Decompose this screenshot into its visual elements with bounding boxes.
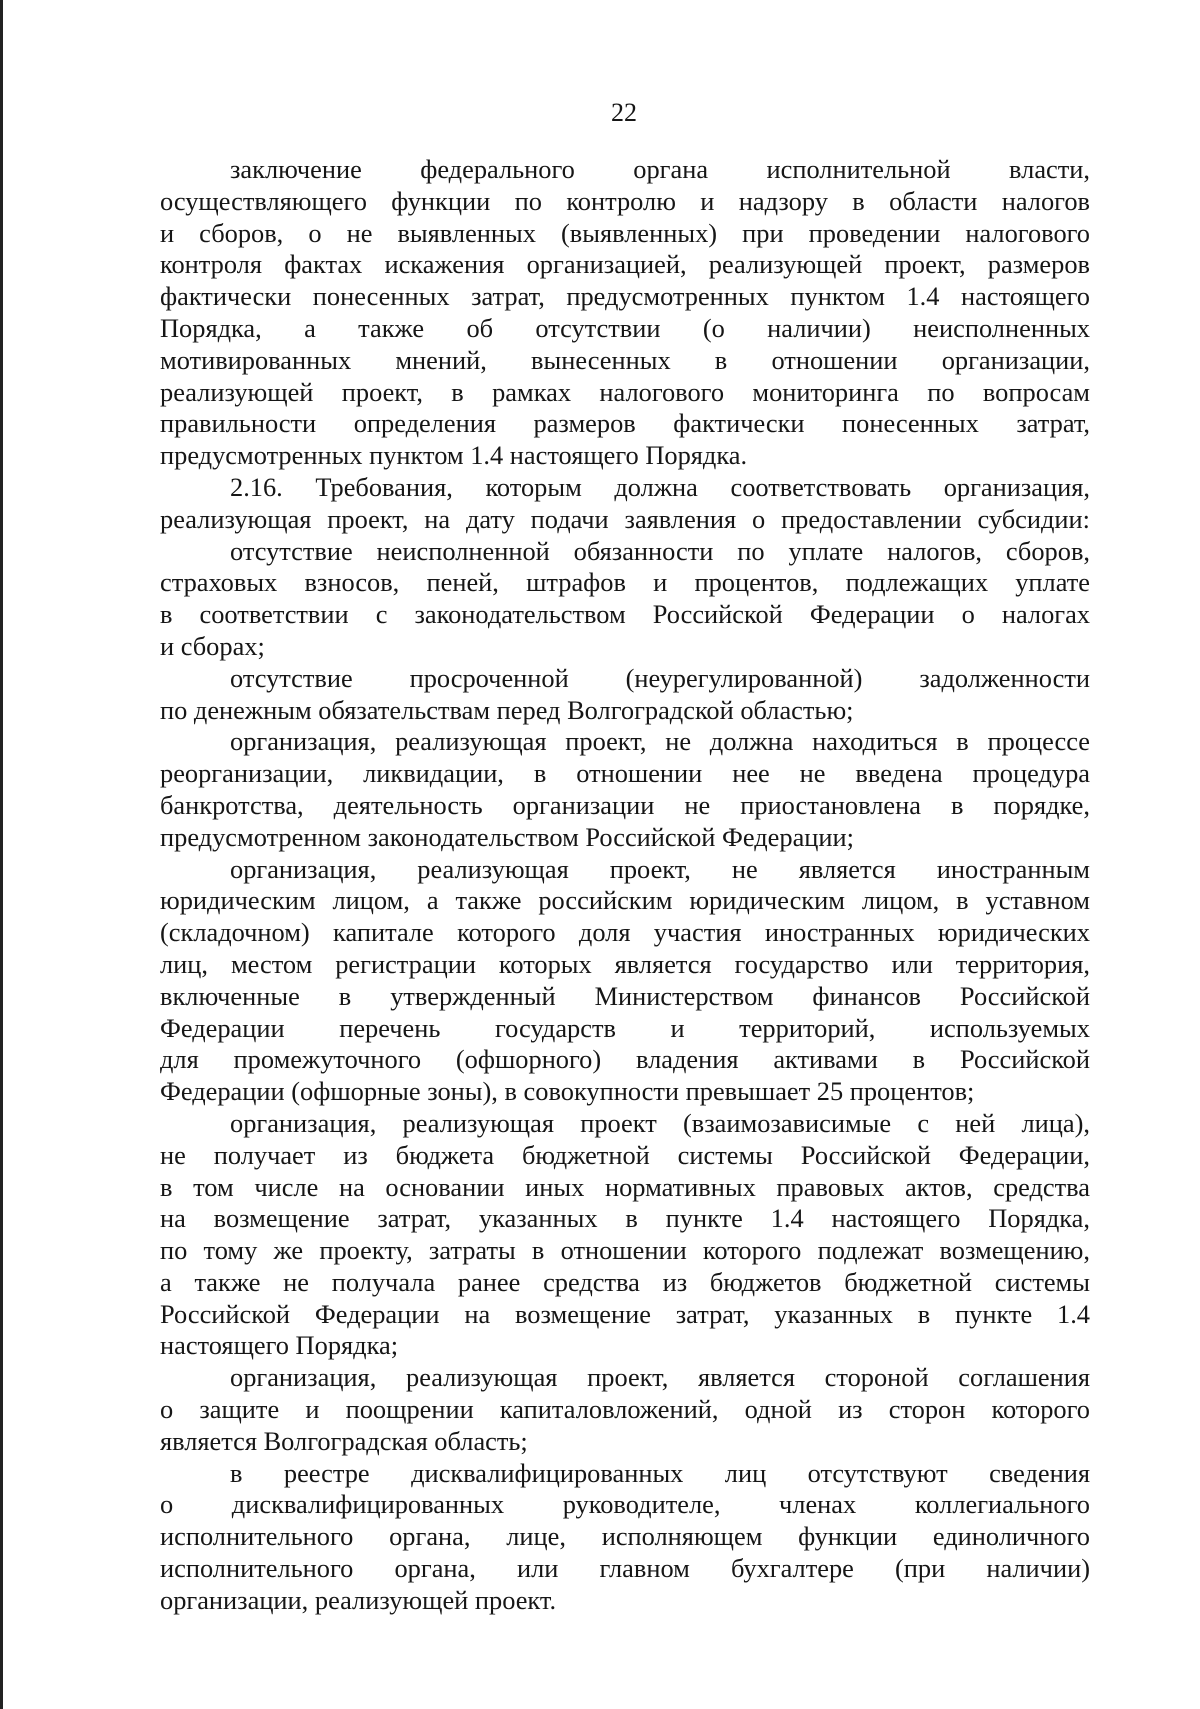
text-line: мотивированных мнений, вынесенных в отношении организации, — [160, 344, 1090, 375]
text-line: Российской Федерации на возмещение затрат, указанных в пункте 1.4 — [160, 1298, 1090, 1329]
text-line: реализующей проект, в рамках налогового мониторинга по вопросам — [160, 376, 1090, 407]
text-line: настоящего Порядка; — [160, 1330, 399, 1361]
text-line: о дисквалифицированных руководителе, членах коллегиального — [160, 1489, 1090, 1520]
text-line: организация, реализующая проект (взаимозависимые с ней лица), — [230, 1107, 1090, 1138]
text-line: организация, реализующая проект, не является иностранным — [230, 853, 1090, 884]
text-line: и сборах; — [160, 630, 265, 661]
text-line: организация, реализующая проект, является стороной соглашения — [230, 1362, 1090, 1393]
text-line: в соответствии с законодательством Российской Федерации о налогах — [160, 599, 1090, 630]
text-line: реализующая проект, на дату подачи заявления о предоставлении субсидии: — [160, 503, 1090, 534]
text-line: исполнительного органа, или главном бухгалтере (при наличии) — [160, 1553, 1090, 1584]
text-line: включенные в утвержденный Министерством финансов Российской — [160, 980, 1090, 1011]
text-line: лиц, местом регистрации которых является государство или территория, — [160, 948, 1090, 979]
text-line: о защите и поощрении капиталовложений, одной из сторон которого — [160, 1394, 1090, 1425]
text-line: Федерации перечень государств и территорий, используемых — [160, 1012, 1090, 1043]
text-line: юридическим лицом, а также российским юридическим лицом, в уставном — [160, 885, 1090, 916]
text-line: в реестре дисквалифицированных лиц отсутствуют сведения — [230, 1457, 1090, 1488]
scan-edge — [0, 0, 3, 1709]
text-line: организации, реализующей проект. — [160, 1584, 557, 1615]
text-line: предусмотренном законодательством Российской Федерации; — [160, 821, 854, 852]
text-line: страховых взносов, пеней, штрафов и процентов, подлежащих уплате — [160, 567, 1090, 598]
text-line: предусмотренных пунктом 1.4 настоящего Порядка. — [160, 440, 748, 471]
text-line: отсутствие неисполненной обязанности по уплате налогов, сборов, — [230, 535, 1090, 566]
text-line: для промежуточного (офшорного) владения активами в Российской — [160, 1044, 1090, 1075]
text-line: не получает из бюджета бюджетной системы Российской Федерации, — [160, 1139, 1090, 1170]
text-line: на возмещение затрат, указанных в пункте 1.4 настоящего Порядка, — [160, 1203, 1090, 1234]
text-line: организация, реализующая проект, не должна находиться в процессе — [230, 726, 1090, 757]
text-line: и сборов, о не выявленных (выявленных) при проведении налогового — [160, 217, 1090, 248]
text-line: заключение федерального органа исполнительной власти, — [230, 154, 1090, 184]
text-line: Порядка, а также об отсутствии (о наличии) неисполненных — [160, 312, 1090, 343]
text-line: фактически понесенных затрат, предусмотренных пунктом 1.4 настоящего — [160, 281, 1090, 312]
text-line: (складочном) капитале которого доля участия иностранных юридических — [160, 917, 1090, 948]
page-number: 22 — [611, 98, 637, 127]
text-line: реорганизации, ликвидации, в отношении нее не введена процедура — [160, 758, 1090, 789]
text-line: контроля фактах искажения организацией, реализующей проект, размеров — [160, 249, 1090, 280]
text-line: исполнительного органа, лице, исполняющем функции единоличного — [160, 1521, 1090, 1552]
text-line: по денежным обязательствам перед Волгоградской областью; — [160, 694, 854, 725]
text-line: отсутствие просроченной (неурегулированной) задолженности — [230, 662, 1090, 693]
text-line: Федерации (офшорные зоны), в совокупности превышает 25 процентов; — [160, 1076, 975, 1107]
text-line: 2.16. Требования, которым должна соответствовать организация, — [230, 471, 1090, 502]
document-body — [160, 154, 1090, 1617]
text-line: правильности определения размеров фактически понесенных затрат, — [160, 408, 1090, 439]
text-line: банкротства, деятельность организации не приостановлена в порядке, — [160, 789, 1090, 820]
text-line: а также не получала ранее средства из бюджетов бюджетной системы — [160, 1266, 1090, 1297]
text-line: является Волгоградская область; — [160, 1425, 528, 1456]
text-line: в том числе на основании иных нормативных правовых актов, средства — [160, 1171, 1090, 1202]
text-line: осуществляющего функции по контролю и надзору в области налогов — [160, 185, 1090, 216]
text-line: по тому же проекту, затраты в отношении которого подлежат возмещению, — [160, 1235, 1090, 1266]
